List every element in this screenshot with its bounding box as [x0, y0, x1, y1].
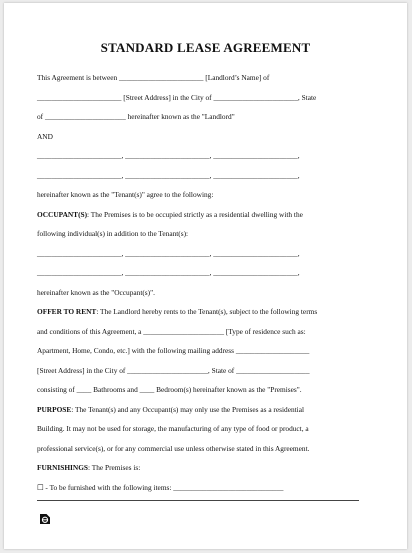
document-title: STANDARD LEASE AGREEMENT [100, 40, 311, 55]
and-line: AND [37, 131, 53, 141]
furnishings-heading-line [37, 458, 367, 478]
residence-type-line: Apartment, Home, Condo, etc.] with the following mailing address ____________________ [37, 346, 310, 355]
occupants-text: : The Premises is to be occupied strictly as a residential dwelling with the [87, 209, 303, 219]
occupants-label: OCCUPANT(S) [37, 209, 88, 219]
tenant-names-line-1: _______________________, _______________________, _______________________, [37, 151, 300, 160]
offer-conditions-line: and conditions of this Agreement, a ______________________ [Type of residence such as: [37, 326, 306, 336]
tenants-agree-line: hereinafter known as the "Tenant(s)" agree to the following: [37, 190, 214, 199]
occupant-names-line-1: _______________________, _______________________, _______________________, [37, 248, 300, 258]
premises-address-line: [Street Address] in the City of ______________________, State of ____________________ [37, 365, 310, 375]
landlord-address-line: _______________________ [Street Address] in the City of _______________________, State [37, 92, 317, 102]
offer-label: OFFER TO RENT [37, 307, 97, 316]
landlord-state-line: of ______________________ hereinafter known as the "Landlord" [37, 112, 235, 121]
furnishings-text: : The Premises is: [88, 463, 141, 472]
purpose-heading-line [37, 400, 367, 420]
occupant-names-line-2: _______________________, _______________________, _______________________, [37, 268, 300, 277]
occupants-following-line: following individual(s) in addition to the Tenant(s): [37, 229, 189, 238]
occupants-known-line: hereinafter known as the "Occupant(s)". [37, 287, 155, 297]
purpose-restriction-line: Building. It may not be used for storage, the manufacturing of any type of food or product, a [37, 424, 309, 433]
blank-underline [37, 500, 359, 501]
agreement-parties-line: This Agreement is between _______________________ [Landlord’s Name] of [37, 73, 270, 82]
offer-text: : The Landlord hereby rents to the Tenant(s), subject to the following terms [96, 307, 318, 316]
purpose-text: : The Tenant(s) and any Occupant(s) may only use the Premises as a residential [71, 404, 305, 414]
furnished-checkbox-line[interactable]: ☐ - To be furnished with the following items: ______________________________ [37, 482, 284, 492]
tenant-names-line-2: _______________________, _______________________, _______________________, [37, 170, 300, 180]
document-logo-icon [40, 514, 50, 524]
occupants-heading-line [37, 205, 367, 225]
furnishings-label: FURNISHINGS [37, 463, 89, 472]
document-body [37, 68, 367, 497]
premises-rooms-line: consisting of ____ Bathrooms and ____ Bedroom(s) hereinafter known as the "Premises". [37, 385, 302, 394]
document-page [4, 3, 407, 549]
purpose-label: PURPOSE [37, 404, 72, 414]
purpose-commercial-line: professional service(s), or for any commercial use unless otherwise stated in this Agreement. [37, 443, 310, 453]
offer-heading-line [37, 302, 367, 322]
